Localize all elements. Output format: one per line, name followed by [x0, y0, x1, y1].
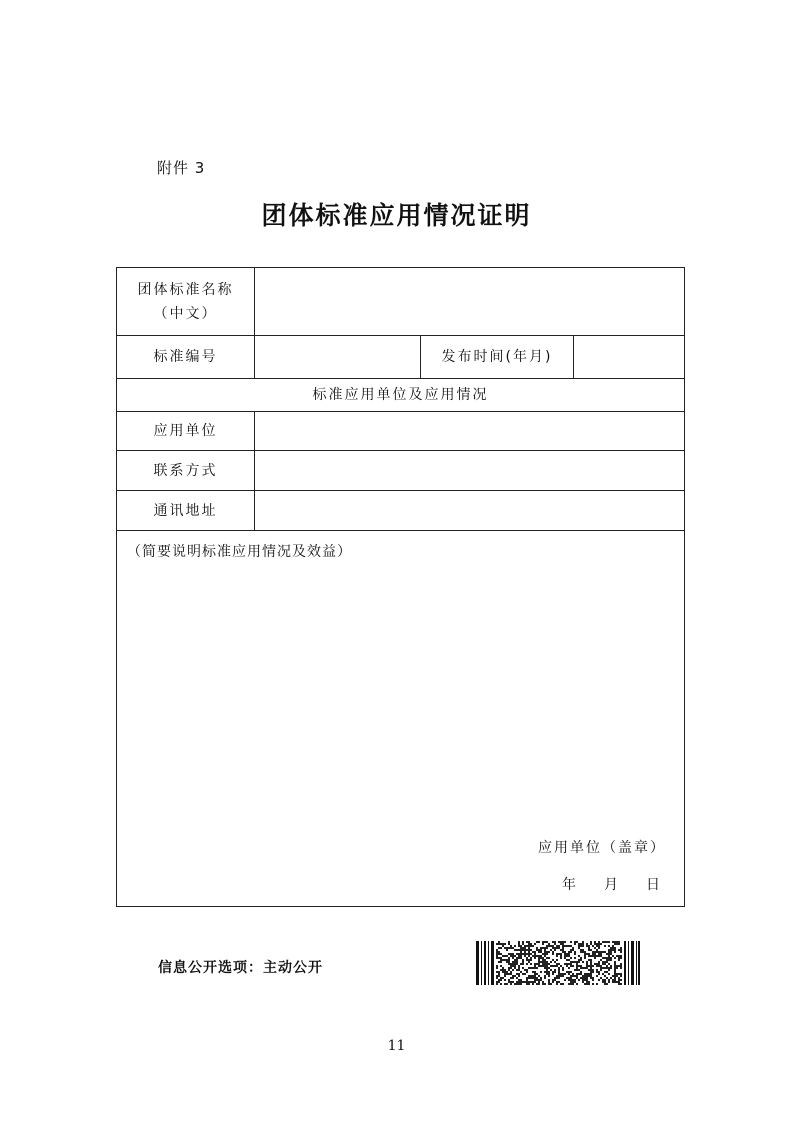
disclosure-option: 信息公开选项：主动公开 [158, 960, 323, 976]
date-year: 年 [562, 877, 577, 893]
standard-name-label-sub: （中文） [153, 305, 218, 322]
date-line [534, 874, 660, 894]
date-month: 月 [604, 877, 619, 893]
attachment-label: 附件 3 [157, 159, 206, 177]
standard-name-field[interactable] [255, 268, 685, 336]
date-day: 日 [646, 877, 661, 893]
standard-name-label-cell [117, 268, 255, 336]
address-label: 通讯地址 [117, 491, 255, 531]
release-date-label: 发布时间(年月) [421, 336, 574, 379]
standard-name-label: 团体标准名称 [137, 281, 234, 298]
applying-unit-field[interactable] [255, 412, 685, 451]
contact-label: 联系方式 [117, 451, 255, 491]
page-title: 团体标准应用情况证明 [261, 201, 532, 230]
address-field[interactable] [255, 491, 685, 531]
description-prompt: （简要说明标准应用情况及效益） [127, 544, 352, 560]
applying-unit-label: 应用单位 [117, 412, 255, 451]
contact-field[interactable] [255, 451, 685, 491]
standard-number-field[interactable] [255, 336, 421, 379]
stamp-label: 应用单位（盖章） [538, 840, 667, 856]
section-header: 标准应用单位及应用情况 [117, 379, 685, 412]
standard-number-label: 标准编号 [117, 336, 255, 379]
barcode-image [476, 941, 640, 985]
page-number: 11 [387, 1038, 406, 1054]
certificate-form-table [116, 267, 685, 907]
description-field[interactable] [117, 531, 685, 907]
release-date-field[interactable] [574, 336, 685, 379]
